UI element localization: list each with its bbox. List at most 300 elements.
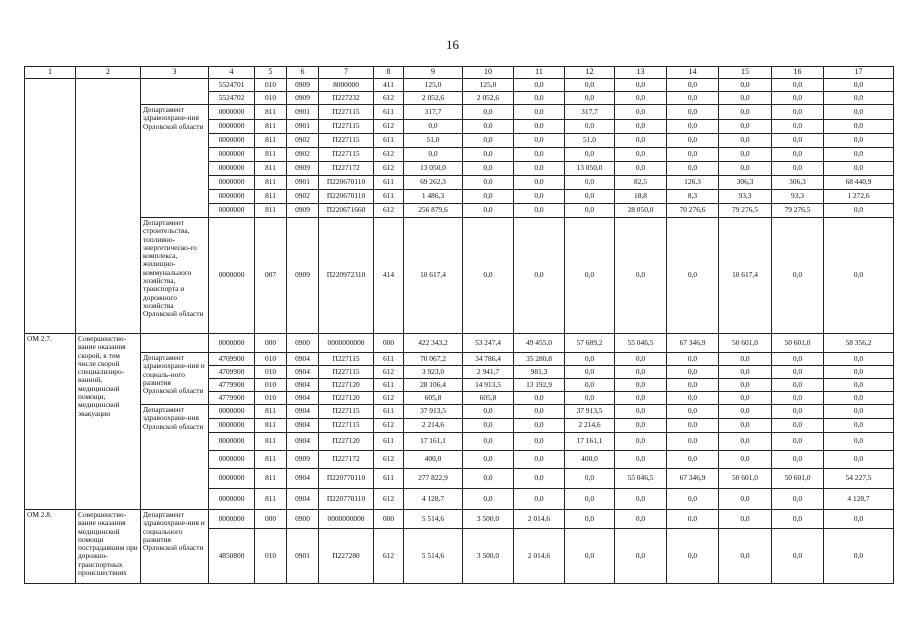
table-cell: 0,0 [615,134,667,148]
table-cell: 0,0 [667,92,719,105]
table-cell: 811 [255,105,287,120]
table-cell: 28 106,4 [404,379,463,392]
table-cell: 0,0 [824,134,894,148]
table-cell: 2 014,6 [514,529,565,584]
table-cell: 0,0 [565,176,615,190]
table-cell: 51,0 [404,134,463,148]
table-cell: 0,0 [565,79,615,92]
table-cell: 0,0 [565,469,615,489]
table-cell: 611 [374,176,404,190]
table-cell: 0,0 [824,392,894,405]
table-cell: 4850800 [209,529,255,584]
table-cell: 0,0 [667,79,719,92]
table-cell: 0902 [287,190,319,204]
table-cell: 0,0 [463,120,514,134]
table-cell: 37 913,5 [404,405,463,419]
table-cell: 0,0 [772,405,824,419]
table-cell: 0,0 [514,204,565,218]
executor-label: Департамент здравоохране-ния и социаль-ного развития Орловской области [141,353,209,405]
table-cell: 0,0 [565,510,615,529]
table-cell: 0,0 [463,218,514,334]
table-cell: 5524701 [209,79,255,92]
table-cell: 0,0 [615,353,667,366]
table-cell: 79 276,5 [772,204,824,218]
table-cell: 8,3 [667,190,719,204]
table-cell: 0,0 [772,451,824,469]
table-cell: 28 050,0 [615,204,667,218]
executor-label: Департамент здравоохране-ния Орловской области [141,105,209,218]
table-cell: 1 272,6 [824,190,894,204]
table-cell: 0901 [287,176,319,190]
column-number: 16 [772,67,824,79]
measure-code: ОМ 2.7. [25,334,76,510]
table-cell: 0904 [287,379,319,392]
table-cell: 10 617,4 [404,218,463,334]
table-cell: 70 276,6 [667,204,719,218]
table-cell: 0,0 [463,469,514,489]
table-row [25,79,894,92]
table-cell: 811 [255,451,287,469]
table-cell: 49 455,0 [514,334,565,353]
table-cell: 0,0 [824,79,894,92]
table-cell: 0,0 [514,148,565,162]
table-cell: 0,0 [667,489,719,510]
table-cell: 010 [255,392,287,405]
table-cell: 010 [255,92,287,105]
table-cell: 0000000 [209,105,255,120]
table-cell: 612 [374,120,404,134]
table-cell: 0909 [287,162,319,176]
table-cell: 612 [374,529,404,584]
table-cell: 0000000 [209,469,255,489]
table-cell: 0,0 [514,190,565,204]
table-cell: 317,7 [404,105,463,120]
table-cell: 69 262,3 [404,176,463,190]
table-cell: 126,3 [667,176,719,190]
table-cell: 0,0 [615,218,667,334]
table-cell: 0,0 [824,353,894,366]
table-cell: 0,0 [667,353,719,366]
column-number: 15 [719,67,772,79]
table-cell: 0,0 [667,148,719,162]
table-cell: 811 [255,176,287,190]
table-cell: 1 486,3 [404,190,463,204]
table-cell: 0,0 [719,419,772,433]
table-cell: 0,0 [772,218,824,334]
table-cell: 0,0 [463,162,514,176]
table-cell: 0,0 [463,489,514,510]
table-cell: 0000000 [209,134,255,148]
table-cell: П220670110 [319,176,374,190]
table-cell: 0,0 [824,379,894,392]
table-cell: 0,0 [719,79,772,92]
table-cell: 8000000 [319,79,374,92]
table-cell: 3 500,0 [463,510,514,529]
executor-label: Департамент здравоохране-ния Орловской области [141,405,209,510]
table-cell: 0,0 [824,105,894,120]
table-cell: 14 913,5 [463,379,514,392]
table-cell: 93,3 [719,190,772,204]
table-cell: 0,0 [719,433,772,451]
table-cell: 0000000 [209,204,255,218]
table-cell: 0,0 [565,148,615,162]
table-cell: П220972310 [319,218,374,334]
table-cell: П227232 [319,92,374,105]
table-cell: 0909 [287,218,319,334]
table-cell: 125,0 [404,79,463,92]
table-cell: 2 214,6 [565,419,615,433]
table-cell: 2 014,6 [514,510,565,529]
table-cell: 0,0 [565,92,615,105]
table-cell: 82,5 [615,176,667,190]
table-cell: 0,0 [772,92,824,105]
table-cell: П227115 [319,105,374,120]
table-cell: 811 [255,419,287,433]
table-cell: 0,0 [719,510,772,529]
table-cell: 5 514,6 [404,529,463,584]
table-cell: 37 913,5 [565,405,615,419]
table-cell: 4779900 [209,379,255,392]
table-cell: 0,0 [565,529,615,584]
table-cell: 0,0 [514,92,565,105]
table-cell: 0,0 [514,405,565,419]
table-cell: 010 [255,529,287,584]
cell-blank [141,79,209,105]
table-cell: 0,0 [824,366,894,379]
table-cell: 0904 [287,489,319,510]
table-cell: 0000000 [209,405,255,419]
table-cell: 0000000 [209,120,255,134]
column-number: 14 [667,67,719,79]
table-cell: 0,0 [565,489,615,510]
table-cell: 0,0 [463,405,514,419]
measure-name: Совершенство-вание оказания скорой, в том числе скорой специализиро-ванной, медицинской помощи, медицинской эвакуации [76,334,141,510]
column-number: 1 [25,67,76,79]
table-cell: 0000000 [209,218,255,334]
table-cell: П227115 [319,353,374,366]
table-cell: 605,8 [463,392,514,405]
table-cell: П227120 [319,392,374,405]
table-cell: 0,0 [404,148,463,162]
table-cell: 0,0 [772,105,824,120]
table-cell: 53 247,4 [463,334,514,353]
table-cell: 5 514,6 [404,510,463,529]
table-cell: 306,3 [772,176,824,190]
table-cell: 611 [374,469,404,489]
table-cell: 0,0 [667,392,719,405]
table-cell: 0904 [287,353,319,366]
table-row [25,405,894,419]
table-cell: 010 [255,379,287,392]
table-cell: П220670110 [319,190,374,204]
table-cell: 612 [374,204,404,218]
table-cell: 13 050,0 [404,162,463,176]
table-cell: 611 [374,433,404,451]
table-cell: 13 050,0 [565,162,615,176]
table-cell: П227172 [319,451,374,469]
table-cell: 0,0 [463,419,514,433]
column-number: 8 [374,67,404,79]
table-cell: 0,0 [667,218,719,334]
table-cell: 0909 [287,451,319,469]
table-cell: 0,0 [719,379,772,392]
table-cell: 4 128,7 [404,489,463,510]
table-cell: 0,0 [719,489,772,510]
table-cell: 0,0 [824,162,894,176]
table-cell: 400,0 [565,451,615,469]
table-cell: 0000000 [209,176,255,190]
table-cell: 611 [374,134,404,148]
table-cell: 0,0 [463,148,514,162]
table-cell: 0,0 [565,366,615,379]
table-cell: 0,0 [615,92,667,105]
table-cell: 0,0 [772,510,824,529]
table-cell: П220770110 [319,489,374,510]
table-cell: 0909 [287,92,319,105]
table-cell: 0,0 [772,392,824,405]
table-cell: 0000000 [209,148,255,162]
header-row [25,67,894,79]
column-number: 17 [824,67,894,79]
table-cell: 612 [374,451,404,469]
table-cell: 0,0 [667,405,719,419]
table-cell: 0,0 [772,353,824,366]
table-cell: 317,7 [565,105,615,120]
table-cell: 0000000 [209,451,255,469]
table-cell: 50 601,0 [772,334,824,353]
table-cell: 0,0 [463,190,514,204]
table-cell: 0,0 [615,79,667,92]
table-cell: 0,0 [565,218,615,334]
table-cell: 0,0 [615,419,667,433]
table-cell: 50 601,0 [772,469,824,489]
table-cell: 2 214,6 [404,419,463,433]
table-cell: 0904 [287,405,319,419]
table-cell: 0,0 [772,433,824,451]
table-cell: П227120 [319,379,374,392]
table-cell: 010 [255,353,287,366]
table-cell: П227280 [319,529,374,584]
table-cell: 3 500,0 [463,529,514,584]
table-cell: 57 689,2 [565,334,615,353]
table-cell: 0,0 [719,105,772,120]
table-cell: 612 [374,92,404,105]
table-cell: 0,0 [514,469,565,489]
table-cell: 0,0 [667,162,719,176]
executor-label: Департамент строительства, топливно-энергетическо-го комплекса, жилищно-коммунального хозяйства, транспорта и дорожного хозяйства Орловской области [141,218,209,334]
measure-name: Совершенство-вание оказания медицинской помощи пострадавшим при дорожно-транспортных происшествиях [76,510,141,584]
table-cell: 0,0 [772,419,824,433]
table-cell: 611 [374,405,404,419]
table-cell: 67 346,9 [667,334,719,353]
table-cell: 0000000 [209,334,255,353]
table-cell: 611 [374,353,404,366]
table-cell: 35 280,8 [514,353,565,366]
table-cell: 0,0 [772,134,824,148]
table-cell: 50 601,0 [719,334,772,353]
table-cell: 611 [374,190,404,204]
table-cell: 0,0 [615,433,667,451]
table-cell: 0,0 [463,451,514,469]
table-cell: 811 [255,489,287,510]
table-cell: 411 [374,79,404,92]
table-cell: 0,0 [772,489,824,510]
table-cell: 000 [255,334,287,353]
table-cell: 55 046,5 [615,469,667,489]
table-cell: 306,3 [719,176,772,190]
table-cell: 007 [255,218,287,334]
table-cell: 0,0 [667,433,719,451]
table-cell: 0,0 [615,405,667,419]
table-cell: 17 161,1 [565,433,615,451]
table-cell: 93,3 [772,190,824,204]
table-cell: 400,0 [404,451,463,469]
table-cell: 0000000 [209,162,255,176]
table-cell: 0,0 [565,120,615,134]
table-cell: 0,0 [615,120,667,134]
table-cell: П227115 [319,134,374,148]
table-cell: 612 [374,366,404,379]
table-cell: 0,0 [824,510,894,529]
table-cell: 0,0 [667,120,719,134]
table-cell: П227115 [319,148,374,162]
table-cell: 0901 [287,105,319,120]
table-cell: 000 [255,510,287,529]
table-cell: 0,0 [824,92,894,105]
table-cell: 0900 [287,334,319,353]
column-number: 6 [287,67,319,79]
table-cell: 0,0 [514,176,565,190]
table-cell: 55 046,5 [615,334,667,353]
column-number: 13 [615,67,667,79]
table-cell: 0,0 [514,451,565,469]
table-cell: 0,0 [719,405,772,419]
table-cell: 0,0 [667,510,719,529]
table-cell: 58 356,2 [824,334,894,353]
table-cell: 611 [374,379,404,392]
table-cell: 4709900 [209,366,255,379]
table-row [25,218,894,334]
table-cell: 0,0 [772,529,824,584]
table-cell: 414 [374,218,404,334]
table-cell: 0902 [287,148,319,162]
column-number: 4 [209,67,255,79]
table-cell: 125,0 [463,79,514,92]
table-cell: 18,8 [615,190,667,204]
table-cell: 17 161,1 [404,433,463,451]
cell-blank [76,79,141,334]
table-cell: 0,0 [463,105,514,120]
table-cell: 0,0 [824,529,894,584]
table-cell: П220770110 [319,469,374,489]
table-cell: 0,0 [667,379,719,392]
table-cell: 0,0 [824,451,894,469]
table-cell: 0,0 [463,176,514,190]
table-cell: 0,0 [615,489,667,510]
table-cell: 0,0 [514,489,565,510]
table-cell: 0,0 [514,218,565,334]
page-number: 16 [446,37,459,52]
table-row [25,105,894,120]
table-cell: 0,0 [719,162,772,176]
table-cell: П227115 [319,120,374,134]
table-cell: 612 [374,392,404,405]
table-cell: 68 440,9 [824,176,894,190]
table-cell: 2 941,7 [463,366,514,379]
table-cell: 0,0 [719,366,772,379]
table-cell: 2 052,6 [404,92,463,105]
table-cell: 0900 [287,510,319,529]
table-cell: 0,0 [667,451,719,469]
table-cell: 0000000000 [319,510,374,529]
table-cell: 811 [255,190,287,204]
table-cell: 4709900 [209,353,255,366]
table-cell: 0,0 [463,204,514,218]
table-cell: 54 227,5 [824,469,894,489]
table-cell: 0901 [287,120,319,134]
table-cell: 0,0 [615,379,667,392]
table-row [25,510,894,529]
table-cell: 0,0 [565,392,615,405]
table-cell: 612 [374,489,404,510]
executor-label: Департамент здравоохране-ния и социального развития Орловской области [141,510,209,584]
table-cell: 0000000000 [319,334,374,353]
column-number: 2 [76,67,141,79]
table-cell: 811 [255,120,287,134]
table-cell: 0,0 [824,148,894,162]
table-cell: 0,0 [719,353,772,366]
table-cell: 612 [374,162,404,176]
table-cell: 70 067,2 [404,353,463,366]
table-cell: 0902 [287,134,319,148]
table-cell: 0,0 [824,204,894,218]
table-cell: 0,0 [514,433,565,451]
table-cell: 0,0 [615,105,667,120]
table-cell: 0,0 [719,134,772,148]
table-cell: 811 [255,204,287,218]
table-cell: 010 [255,79,287,92]
table-cell: 0,0 [565,190,615,204]
table-cell: 0901 [287,529,319,584]
table-cell: 0,0 [824,433,894,451]
table-cell: 256 879,6 [404,204,463,218]
column-number: 10 [463,67,514,79]
table-cell: 0,0 [772,79,824,92]
table-cell: 0000000 [209,510,255,529]
table-cell: 0909 [287,204,319,218]
table-cell: 79 276,5 [719,204,772,218]
table-cell: 4779900 [209,392,255,405]
table-cell: 0,0 [514,162,565,176]
table-cell: П227120 [319,433,374,451]
table-cell: 10 617,4 [719,218,772,334]
table-cell: 0,0 [615,162,667,176]
table-cell: 0,0 [719,120,772,134]
cell-blank [25,79,76,334]
column-number: 7 [319,67,374,79]
table-cell: 811 [255,162,287,176]
table-cell: 605,8 [404,392,463,405]
table-cell: 0,0 [667,134,719,148]
table-cell: 0,0 [404,120,463,134]
table-cell: 0,0 [824,419,894,433]
table-cell: П227115 [319,405,374,419]
table-cell: 0,0 [565,379,615,392]
table-cell: 0,0 [719,451,772,469]
table-cell: 0,0 [667,366,719,379]
table-row [25,353,894,366]
table-cell: 000 [374,334,404,353]
